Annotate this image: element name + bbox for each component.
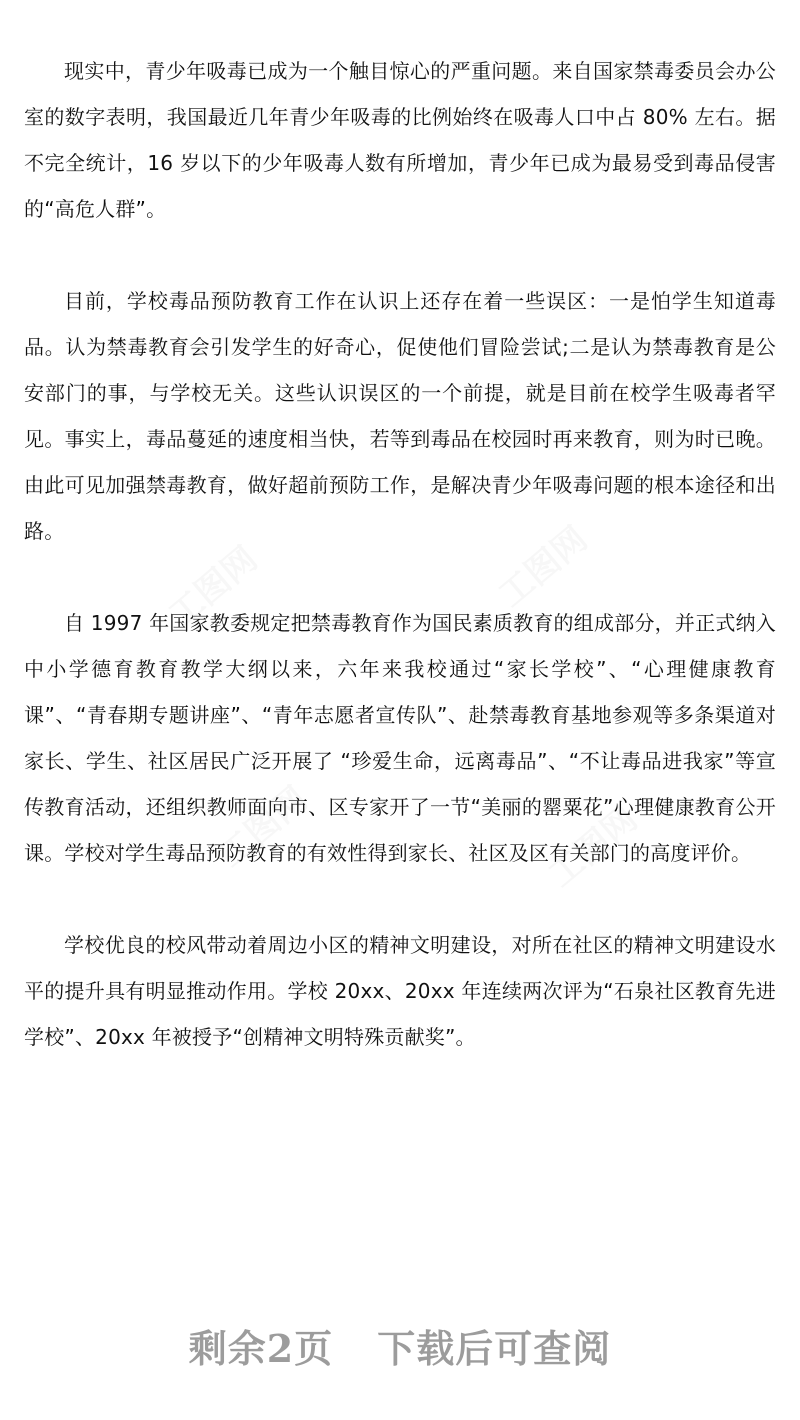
- remaining-pages-label: 剩余2页: [188, 1326, 334, 1371]
- document-body: [24, 48, 776, 1106]
- watermark: 工图网: [211, 779, 316, 876]
- paragraph-4: 学校优良的校风带动着周边小区的精神文明建设，对所在社区的精神文明建设水平的提升具有明显推动作用。学校 20xx、20xx 年连续两次评为“石泉社区教育先进学校”、20xx 年被授予“创精神文明特殊贡献奖”。: [24, 933, 776, 1049]
- download-hint-label: 下载后可查阅: [377, 1326, 612, 1371]
- paragraph-1: 现实中，青少年吸毒已成为一个触目惊心的严重问题。来自国家禁毒委员会办公室的数字表明，我国最近几年青少年吸毒的比例始终在吸毒人口中占 80% 左右。据不完全统计，16 岁以下的少年吸毒人数有所增加，青少年已成为最易受到毒品侵害的“高危人群”。: [24, 59, 776, 221]
- watermark: 工图网: [161, 539, 266, 636]
- paragraph-3: 自 1997 年国家教委规定把禁毒教育作为国民素质教育的组成部分，并正式纳入中小学德育教育教学大纲以来，六年来我校通过“家长学校”、“心理健康教育课”、“青春期专题讲座”、“青年志愿者宣传队”、赴禁毒教育基地参观等多条渠道对家长、学生、社区居民广泛开展了 “珍爱生命，远离毒品”、“不让毒品进我家”等宣传教育活动，还组织教师面向市、区专家开了一节“美丽的罂粟花”心理健康教育公开课。学校对学生毒品预防教育的有效性得到家长、社区及区有关部门的高度评价。: [24, 611, 776, 865]
- watermark: 工图网: [491, 519, 596, 616]
- watermark: 工图网: [541, 799, 646, 896]
- download-prompt-banner[interactable]: [0, 1318, 800, 1373]
- paragraph-2: 目前，学校毒品预防教育工作在认识上还存在着一些误区：一是怕学生知道毒品。认为禁毒教育会引发学生的好奇心，促使他们冒险尝试;二是认为禁毒教育是公安部门的事，与学校无关。这些认识误区的一个前提，就是目前在校学生吸毒者罕见。事实上，毒品蔓延的速度相当快，若等到毒品在校园时再来教育，则为时已晚。由此可见加强禁毒教育，做好超前预防工作，是解决青少年吸毒问题的根本途径和出路。: [24, 289, 776, 543]
